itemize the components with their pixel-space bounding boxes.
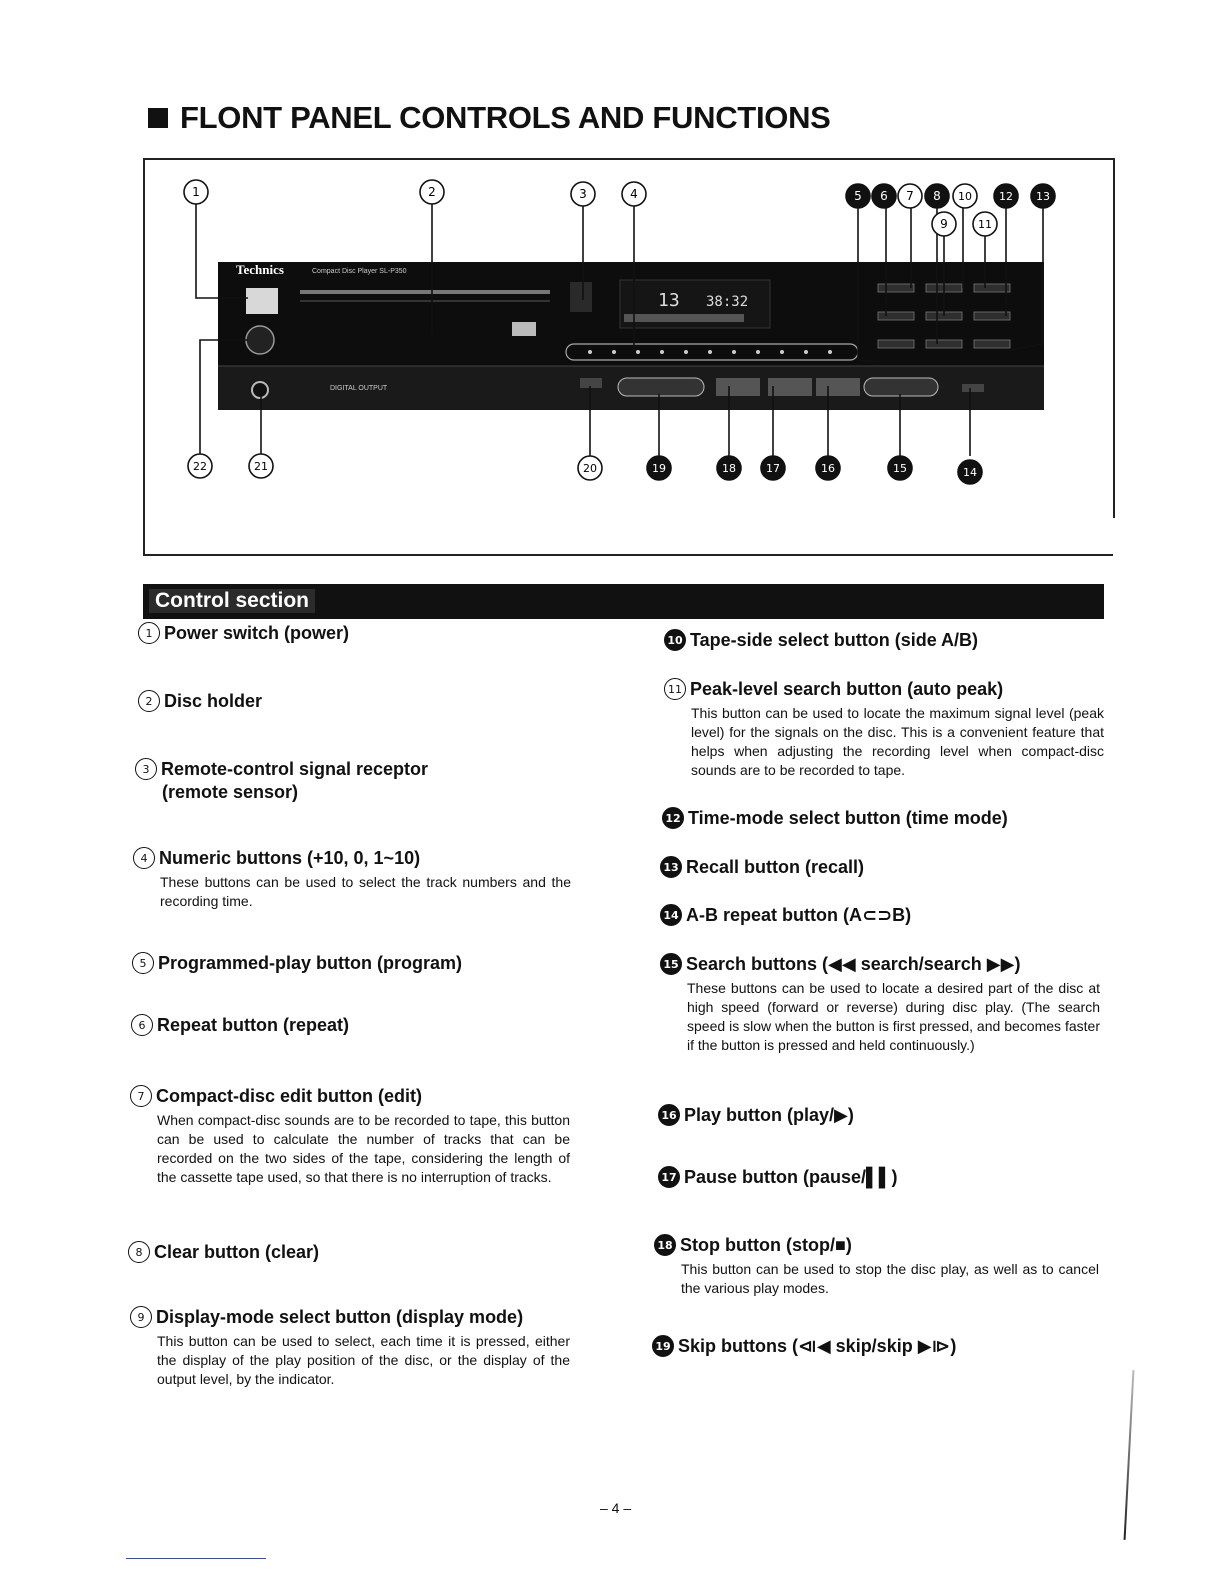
callout-6	[872, 184, 896, 208]
footer-rule	[126, 1558, 266, 1559]
callout-17	[761, 456, 785, 480]
item-number: 5	[132, 952, 154, 974]
callout-19	[647, 456, 671, 480]
callout-15	[888, 456, 912, 480]
item-title: Repeat button (repeat)	[157, 1014, 350, 1035]
search-buttons	[864, 378, 938, 396]
edit-button	[878, 284, 914, 292]
digital-output-label: DIGITAL OUTPUT	[330, 385, 388, 392]
stop-button	[816, 378, 860, 396]
callout-5	[846, 184, 870, 208]
page-number: – 4 –	[600, 1500, 632, 1516]
item-title: Time-mode select button (time mode)	[688, 807, 1008, 828]
item-remote-sensor	[135, 758, 428, 803]
item-number: 12	[662, 807, 684, 829]
track-calendar	[624, 314, 744, 322]
item-number: 1	[138, 622, 160, 644]
item-recall-button	[660, 856, 864, 878]
item-number: 7	[130, 1085, 152, 1107]
item-skip-buttons	[652, 1335, 956, 1357]
item-title: Skip buttons (⧏◀ skip/skip ▶⧐)	[678, 1335, 957, 1356]
item-title: Tape-side select button (side A/B)	[690, 629, 979, 650]
compact-disc-logo	[512, 322, 536, 336]
callout-8	[925, 184, 949, 208]
item-title: Clear button (clear)	[154, 1241, 320, 1262]
item-auto-peak-button	[664, 678, 1104, 780]
item-title: Pause button (pause/▌▌)	[684, 1166, 898, 1187]
callout-3	[571, 182, 595, 206]
section-title: Control section	[149, 589, 315, 613]
item-number: 14	[660, 904, 682, 926]
svg-text:16: 16	[821, 462, 835, 475]
callout-1	[184, 180, 208, 204]
open-close-button	[580, 378, 602, 388]
item-description: When compact-disc sounds are to be recorded to tape, this button can be used to calculate the number of tracks that can be recorded on the two sides of the tape, considering the length of the cassette tape used, so that there is no interruption of tracks.	[157, 1112, 570, 1185]
svg-text:10: 10	[958, 190, 972, 203]
item-number: 8	[128, 1241, 150, 1263]
program-button	[878, 340, 914, 348]
item-stop-button	[654, 1234, 1099, 1298]
repeat-button	[878, 312, 914, 320]
item-title: Compact-disc edit button (edit)	[156, 1085, 422, 1106]
callout-22	[188, 454, 212, 478]
item-search-buttons	[660, 953, 1100, 1055]
item-title: Disc holder	[164, 690, 263, 711]
item-title: A-B repeat button (A⊂⊃B)	[686, 904, 912, 925]
callout-18	[717, 456, 741, 480]
item-display-mode-button	[130, 1306, 570, 1389]
play-button	[716, 378, 760, 396]
section-header	[143, 584, 1104, 619]
margin-scan-mark	[1124, 1370, 1135, 1540]
display-track: 13	[658, 290, 680, 311]
item-side-ab-button	[664, 629, 978, 651]
item-number: 13	[660, 856, 682, 878]
callout-20	[578, 456, 602, 480]
item-title: Numeric buttons (+10, 0, 1~10)	[159, 847, 421, 868]
item-number: 3	[135, 758, 157, 780]
callout-13	[1031, 184, 1055, 208]
svg-text:3: 3	[579, 187, 587, 201]
item-title: Display-mode select button (display mode)	[156, 1306, 524, 1327]
pause-button	[768, 378, 812, 396]
item-title: Remote-control signal receptor	[161, 758, 429, 779]
svg-text:6: 6	[880, 189, 888, 203]
svg-text:9: 9	[940, 217, 948, 231]
model-label: Compact Disc Player SL-P350	[312, 268, 407, 275]
item-number: 2	[138, 690, 160, 712]
callout-4	[622, 182, 646, 206]
item-power-switch	[138, 622, 349, 644]
item-description: These buttons can be used to locate a desired part of the disc at high speed (forward or reverse) during disc play. (The search speed is slow when the button is first pressed, and becomes faster if the button is pressed and held continuously.)	[687, 980, 1100, 1053]
item-repeat-button	[131, 1014, 349, 1036]
ab-repeat-button	[962, 384, 984, 392]
svg-text:11: 11	[978, 218, 992, 231]
callout-12	[994, 184, 1018, 208]
svg-text:22: 22	[193, 460, 207, 473]
svg-text:8: 8	[933, 189, 941, 203]
disc-holder	[300, 290, 550, 294]
svg-text:21: 21	[254, 460, 268, 473]
item-number: 10	[664, 629, 686, 651]
callout-14	[958, 460, 982, 484]
item-description: This button can be used to stop the disc play, as well as to cancel the various play modes.	[681, 1261, 1099, 1296]
callout-7	[898, 184, 922, 208]
item-ab-repeat-button	[660, 904, 911, 926]
svg-text:12: 12	[999, 190, 1013, 203]
skip-buttons	[618, 378, 704, 396]
item-title: Peak-level search button (auto peak)	[690, 678, 1004, 699]
front-panel-diagram	[0, 0, 1224, 560]
callout-9	[932, 212, 956, 236]
item-description: These buttons can be used to select the track numbers and the recording time.	[160, 874, 571, 909]
item-description: This button can be used to select, each time it is pressed, either the display of the play position of the disc, or the display of the output level, by the indicator.	[157, 1333, 570, 1387]
item-numeric-buttons	[133, 847, 571, 911]
recall-button	[974, 340, 1010, 348]
svg-text:7: 7	[906, 189, 914, 203]
svg-text:19: 19	[652, 462, 666, 475]
callout-21	[249, 454, 273, 478]
svg-text:17: 17	[766, 462, 780, 475]
item-title: Stop button (stop/■)	[680, 1234, 852, 1255]
item-number: 19	[652, 1335, 674, 1357]
item-number: 4	[133, 847, 155, 869]
page-title-text: FLONT PANEL CONTROLS AND FUNCTIONS	[180, 100, 831, 135]
svg-text:20: 20	[583, 462, 597, 475]
level-knob	[246, 326, 274, 354]
brand-logo: Technics	[236, 262, 284, 277]
svg-text:4: 4	[630, 187, 638, 201]
item-play-button	[658, 1104, 854, 1126]
display-time: 38:32	[706, 294, 749, 310]
svg-text:14: 14	[963, 466, 977, 479]
item-description: This button can be used to locate the maximum signal level (peak level) for the signals on the disc. This is a convenient feature that helps when adjusting the recording level when compact-disc sounds are to be recorded to tape.	[691, 705, 1104, 778]
item-program-button	[132, 952, 462, 974]
item-number: 17	[658, 1166, 680, 1188]
item-clear-button	[128, 1241, 319, 1263]
auto-peak-button	[974, 284, 1010, 292]
item-number: 11	[664, 678, 686, 700]
svg-text:1: 1	[192, 185, 200, 199]
item-title: Power switch (power)	[164, 622, 350, 643]
svg-text:2: 2	[428, 185, 436, 199]
item-pause-button	[658, 1166, 898, 1188]
remote-sensor	[570, 282, 592, 312]
callout-16	[816, 456, 840, 480]
item-title: Play button (play/▶)	[684, 1104, 854, 1125]
power-button	[246, 288, 278, 314]
svg-text:15: 15	[893, 462, 907, 475]
item-number: 15	[660, 953, 682, 975]
item-title: Recall button (recall)	[686, 856, 865, 877]
item-time-mode-button	[662, 807, 1008, 829]
svg-text:13: 13	[1036, 190, 1050, 203]
item-title: Programmed-play button (program)	[158, 952, 463, 973]
time-mode-button	[974, 312, 1010, 320]
phones-jack	[252, 382, 268, 398]
callout-11	[973, 212, 997, 236]
item-number: 18	[654, 1234, 676, 1256]
callout-10	[953, 184, 977, 208]
item-number: 6	[131, 1014, 153, 1036]
clear-button	[926, 340, 962, 348]
item-subtitle: (remote sensor)	[162, 782, 299, 802]
item-edit-button	[130, 1085, 570, 1187]
svg-text:18: 18	[722, 462, 736, 475]
item-number: 16	[658, 1104, 680, 1126]
item-disc-holder	[138, 690, 262, 712]
item-number: 9	[130, 1306, 152, 1328]
item-title: Search buttons (◀◀ search/search ▶▶)	[686, 953, 1021, 974]
callout-2	[420, 180, 444, 204]
svg-text:5: 5	[854, 189, 862, 203]
